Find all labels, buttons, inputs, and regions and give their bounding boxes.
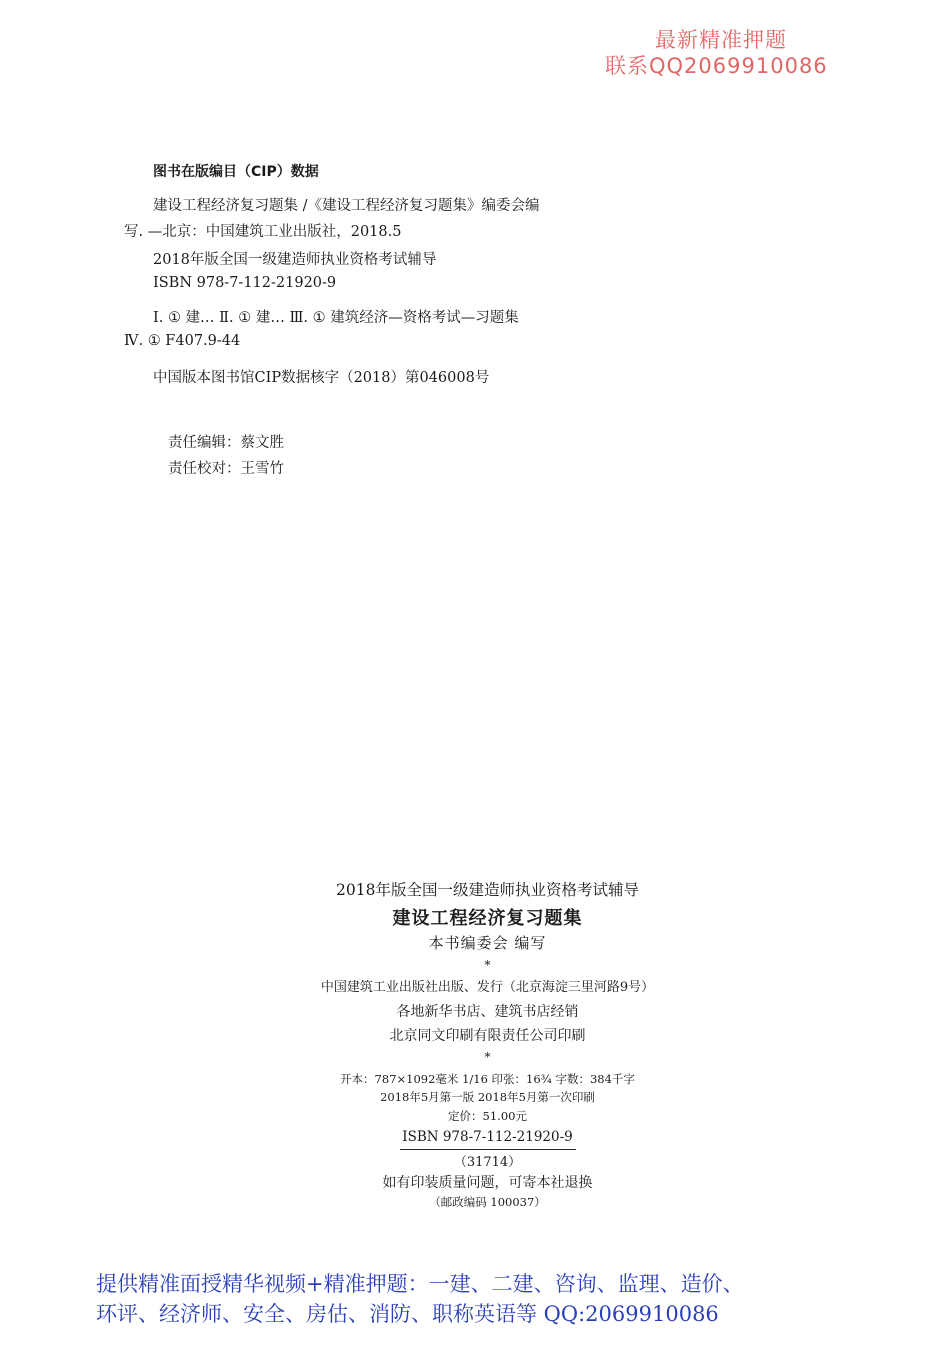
watermark-line-2: 联系QQ2069910086 bbox=[605, 54, 828, 78]
responsible-editor: 责任编辑：蔡文胜 bbox=[168, 435, 284, 451]
cip-isbn: ISBN 978-7-112-21920-9 bbox=[153, 275, 337, 291]
cip-line-1: 建设工程经济复习题集 /《建设工程经济复习题集》编委会编 bbox=[153, 198, 540, 214]
promo-line-1: 提供精准面授精华视频+精准押题：一建、二建、咨询、监理、造价、 bbox=[96, 1272, 744, 1296]
imprint-code: （31714） bbox=[453, 1155, 522, 1170]
imprint-edition: 2018年5月第一版 2018年5月第一次印刷 bbox=[380, 1090, 595, 1104]
imprint-distributor: 各地新华书店、建筑书店经销 bbox=[396, 1004, 579, 1020]
imprint-specs: 开本：787×1092毫米 1/16 印张：16¾ 字数：384千字 bbox=[340, 1072, 635, 1086]
imprint-publisher: 中国建筑工业出版社出版、发行（北京海淀三里河路9号） bbox=[320, 980, 655, 995]
imprint-title: 建设工程经济复习题集 bbox=[392, 908, 583, 929]
cip-number: 中国版本图书馆CIP数据核字（2018）第046008号 bbox=[153, 370, 490, 386]
cip-heading: 图书在版编目（CIP）数据 bbox=[153, 164, 319, 180]
isbn-underline bbox=[400, 1149, 576, 1150]
cip-classification-1: Ⅰ. ① 建… Ⅱ. ① 建… Ⅲ. ① 建筑经济—资格考试—习题集 bbox=[153, 310, 519, 326]
imprint-series: 2018年版全国一级建造师执业资格考试辅导 bbox=[336, 881, 639, 899]
imprint-separator-1: * bbox=[484, 958, 491, 972]
cip-classification-2: Ⅳ. ① F407.9-44 bbox=[124, 333, 241, 349]
imprint-separator-2: * bbox=[484, 1050, 491, 1064]
imprint-postcode: （邮政编码 100037） bbox=[429, 1195, 546, 1209]
imprint-notice: 如有印装质量问题，可寄本社退换 bbox=[382, 1175, 593, 1191]
cip-line-3: 2018年版全国一级建造师执业资格考试辅导 bbox=[153, 252, 437, 268]
imprint-isbn: ISBN 978-7-112-21920-9 bbox=[402, 1129, 573, 1145]
imprint-author: 本书编委会 编写 bbox=[428, 934, 547, 952]
watermark-line-1: 最新精准押题 bbox=[655, 28, 787, 52]
imprint-printer: 北京同文印刷有限责任公司印刷 bbox=[389, 1028, 586, 1044]
cip-line-2: 写. —北京：中国建筑工业出版社，2018.5 bbox=[124, 224, 402, 240]
imprint-price: 定价：51.00元 bbox=[448, 1109, 527, 1123]
promo-line-2: 环评、经济师、安全、房估、消防、职称英语等 QQ:2069910086 bbox=[96, 1302, 719, 1326]
responsible-proofreader: 责任校对：王雪竹 bbox=[168, 461, 284, 477]
